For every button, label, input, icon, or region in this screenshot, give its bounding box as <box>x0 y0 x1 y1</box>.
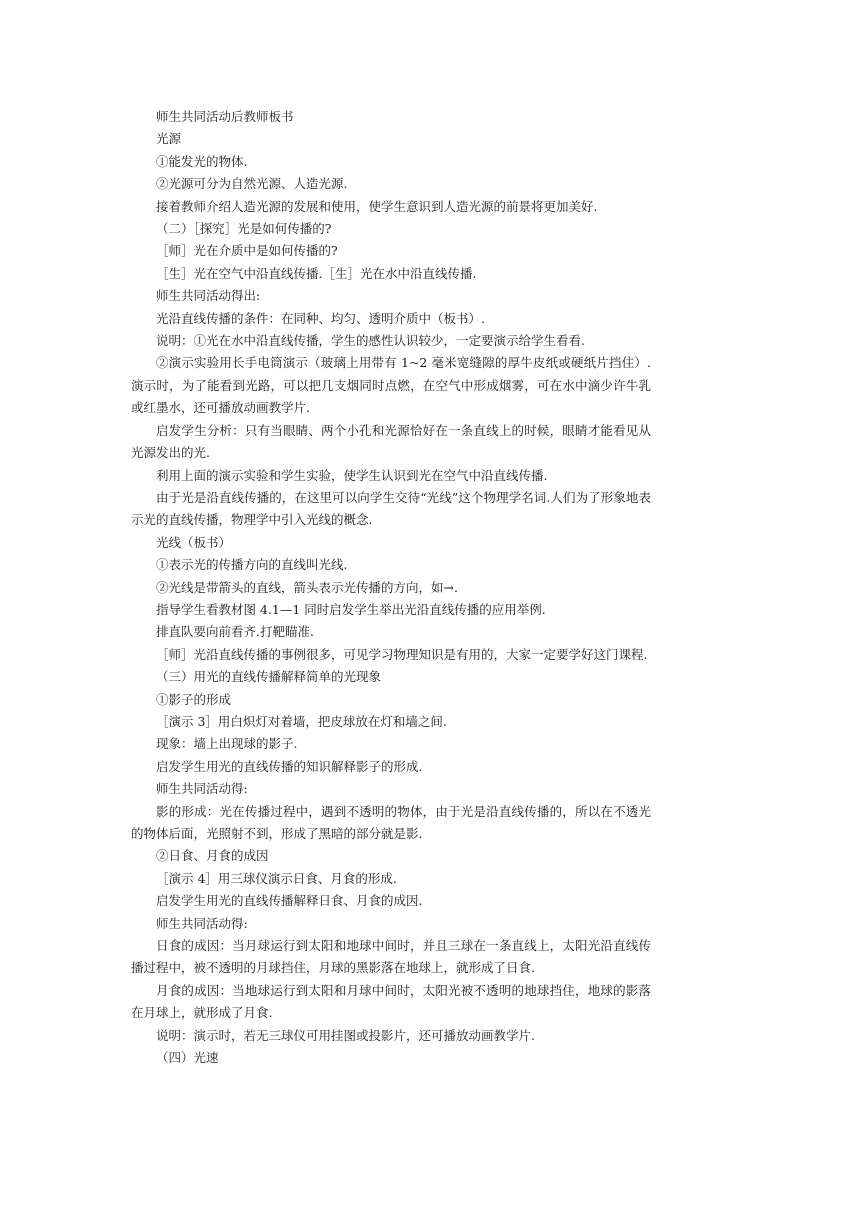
paragraph-solar-eclipse: 日食的成因：当月球运行到太阳和地球中间时，并且三球在一条直线上，太阳光沿直线传播过程中，被不透明的月球挡住，月球的黑影落在地球上，就形成了日食. <box>131 938 651 976</box>
paragraph-joint-conclusion: 师生共同活动得出: <box>156 288 261 304</box>
paragraph-artificial-light-intro: 接着教师介绍人造光源的发展和使用，使学生意识到人造光源的前景将更加美好. <box>156 198 598 214</box>
paragraph-teacher-question: ［师］光在介质中是如何传播的? <box>156 243 338 259</box>
paragraph-demo-summary: 利用上面的演示实验和学生实验，使学生认识到光在空气中沿直线传播. <box>156 467 548 483</box>
paragraph-light-source-types: ②光源可分为自然光源、人造光源. <box>156 176 348 192</box>
paragraph-student-answer: ［生］光在空气中沿直线传播.［生］光在水中沿直线传播. <box>156 265 477 281</box>
paragraph-joint-result-1: 师生共同活动得: <box>156 781 248 797</box>
paragraph-phenomenon: 现象：墙上出现球的影子. <box>156 736 298 752</box>
paragraph-propagation-condition: 光沿直线传播的条件：在同种、均匀、透明介质中（板书）. <box>156 310 485 326</box>
paragraph-demo-note: 说明：演示时，若无三球仪可用挂图或投影片，还可播放动画教学片. <box>156 1027 535 1043</box>
paragraph-shadow-formation: 影的形成：光在传播过程中，遇到不透明的物体，由于光是沿直线传播的，所以在不透光的物体后面，光照射不到，形成了黑暗的部分就是影. <box>131 803 651 841</box>
paragraph-teacher-remark: ［师］光沿直线传播的事例很多，可见学习物理知识是有用的，大家一定要学好这门课程. <box>156 646 648 662</box>
paragraph-teacher-board-note: 师生共同活动后教师板书 <box>156 109 294 124</box>
paragraph-light-source-definition: ①能发光的物体. <box>156 153 248 169</box>
document-body <box>131 106 651 1069</box>
paragraph-shadow-heading: ①影子的形成 <box>156 691 232 707</box>
paragraph-section-4-heading: （四）光速 <box>156 1050 219 1066</box>
paragraph-note-water: 说明：①光在水中沿直线传播，学生的感性认识较少，一定要演示给学生看看. <box>156 333 585 349</box>
paragraph-light-ray-concept: 由于光是沿直线传播的，在这里可以向学生交待“光线”这个物理学名词.人们为了形象地表示光的直线传播，物理学中引入光线的概念. <box>131 489 651 528</box>
paragraph-flashlight-demo: ②演示实验用长手电筒演示（玻璃上用带有 1~2 毫米宽缝隙的厚牛皮纸或硬纸片挡住）.演示时，为了能看到光路，可以把几支烟同时点燃，在空气中形成烟雾，可在水中滴少许牛乳或红墨水，还可播放动画教学片. <box>131 355 651 416</box>
paragraph-section-2-heading: （二）［探究］光是如何传播的? <box>156 221 332 237</box>
paragraph-shadow-prompt: 启发学生用光的直线传播的知识解释影子的形成. <box>156 758 423 774</box>
paragraph-textbook-figure: 指导学生看教材图 4.1—1 同时启发学生举出光沿直线传播的应用举例. <box>156 601 546 617</box>
paragraph-light-ray-arrow: ②光线是带箭头的直线，箭头表示光传播的方向，如→. <box>156 579 458 595</box>
paragraph-demo-3: ［演示 3］用白炽灯对着墙，把皮球放在灯和墙之间. <box>156 713 447 729</box>
paragraph-section-3-heading: （三）用光的直线传播解释简单的光现象 <box>156 669 382 685</box>
paragraph-student-analysis: 启发学生分析：只有当眼睛、两个小孔和光源恰好在一条直线上的时候，眼睛才能看见从光源发出的光. <box>131 422 651 461</box>
paragraph-light-ray-definition: ①表示光的传播方向的直线叫光线. <box>156 557 348 573</box>
paragraph-light-ray-heading: 光线（板书） <box>156 534 232 550</box>
paragraph-light-source-heading: 光源 <box>156 131 182 147</box>
paragraph-eclipse-heading: ②日食、月食的成因 <box>156 848 269 864</box>
paragraph-lunar-eclipse: 月食的成因：当地球运行到太阳和月球中间时，太阳光被不透明的地球挡住，地球的影落在月球上，就形成了月食. <box>131 982 651 1021</box>
paragraph-demo-4: ［演示 4］用三球仪演示日食、月食的形成. <box>156 870 397 886</box>
paragraph-examples: 排直队要向前看齐.打靶瞄准. <box>156 624 314 640</box>
paragraph-joint-result-2: 师生共同活动得: <box>156 915 248 931</box>
paragraph-eclipse-prompt: 启发学生用光的直线传播解释日食、月食的成因. <box>156 893 423 909</box>
